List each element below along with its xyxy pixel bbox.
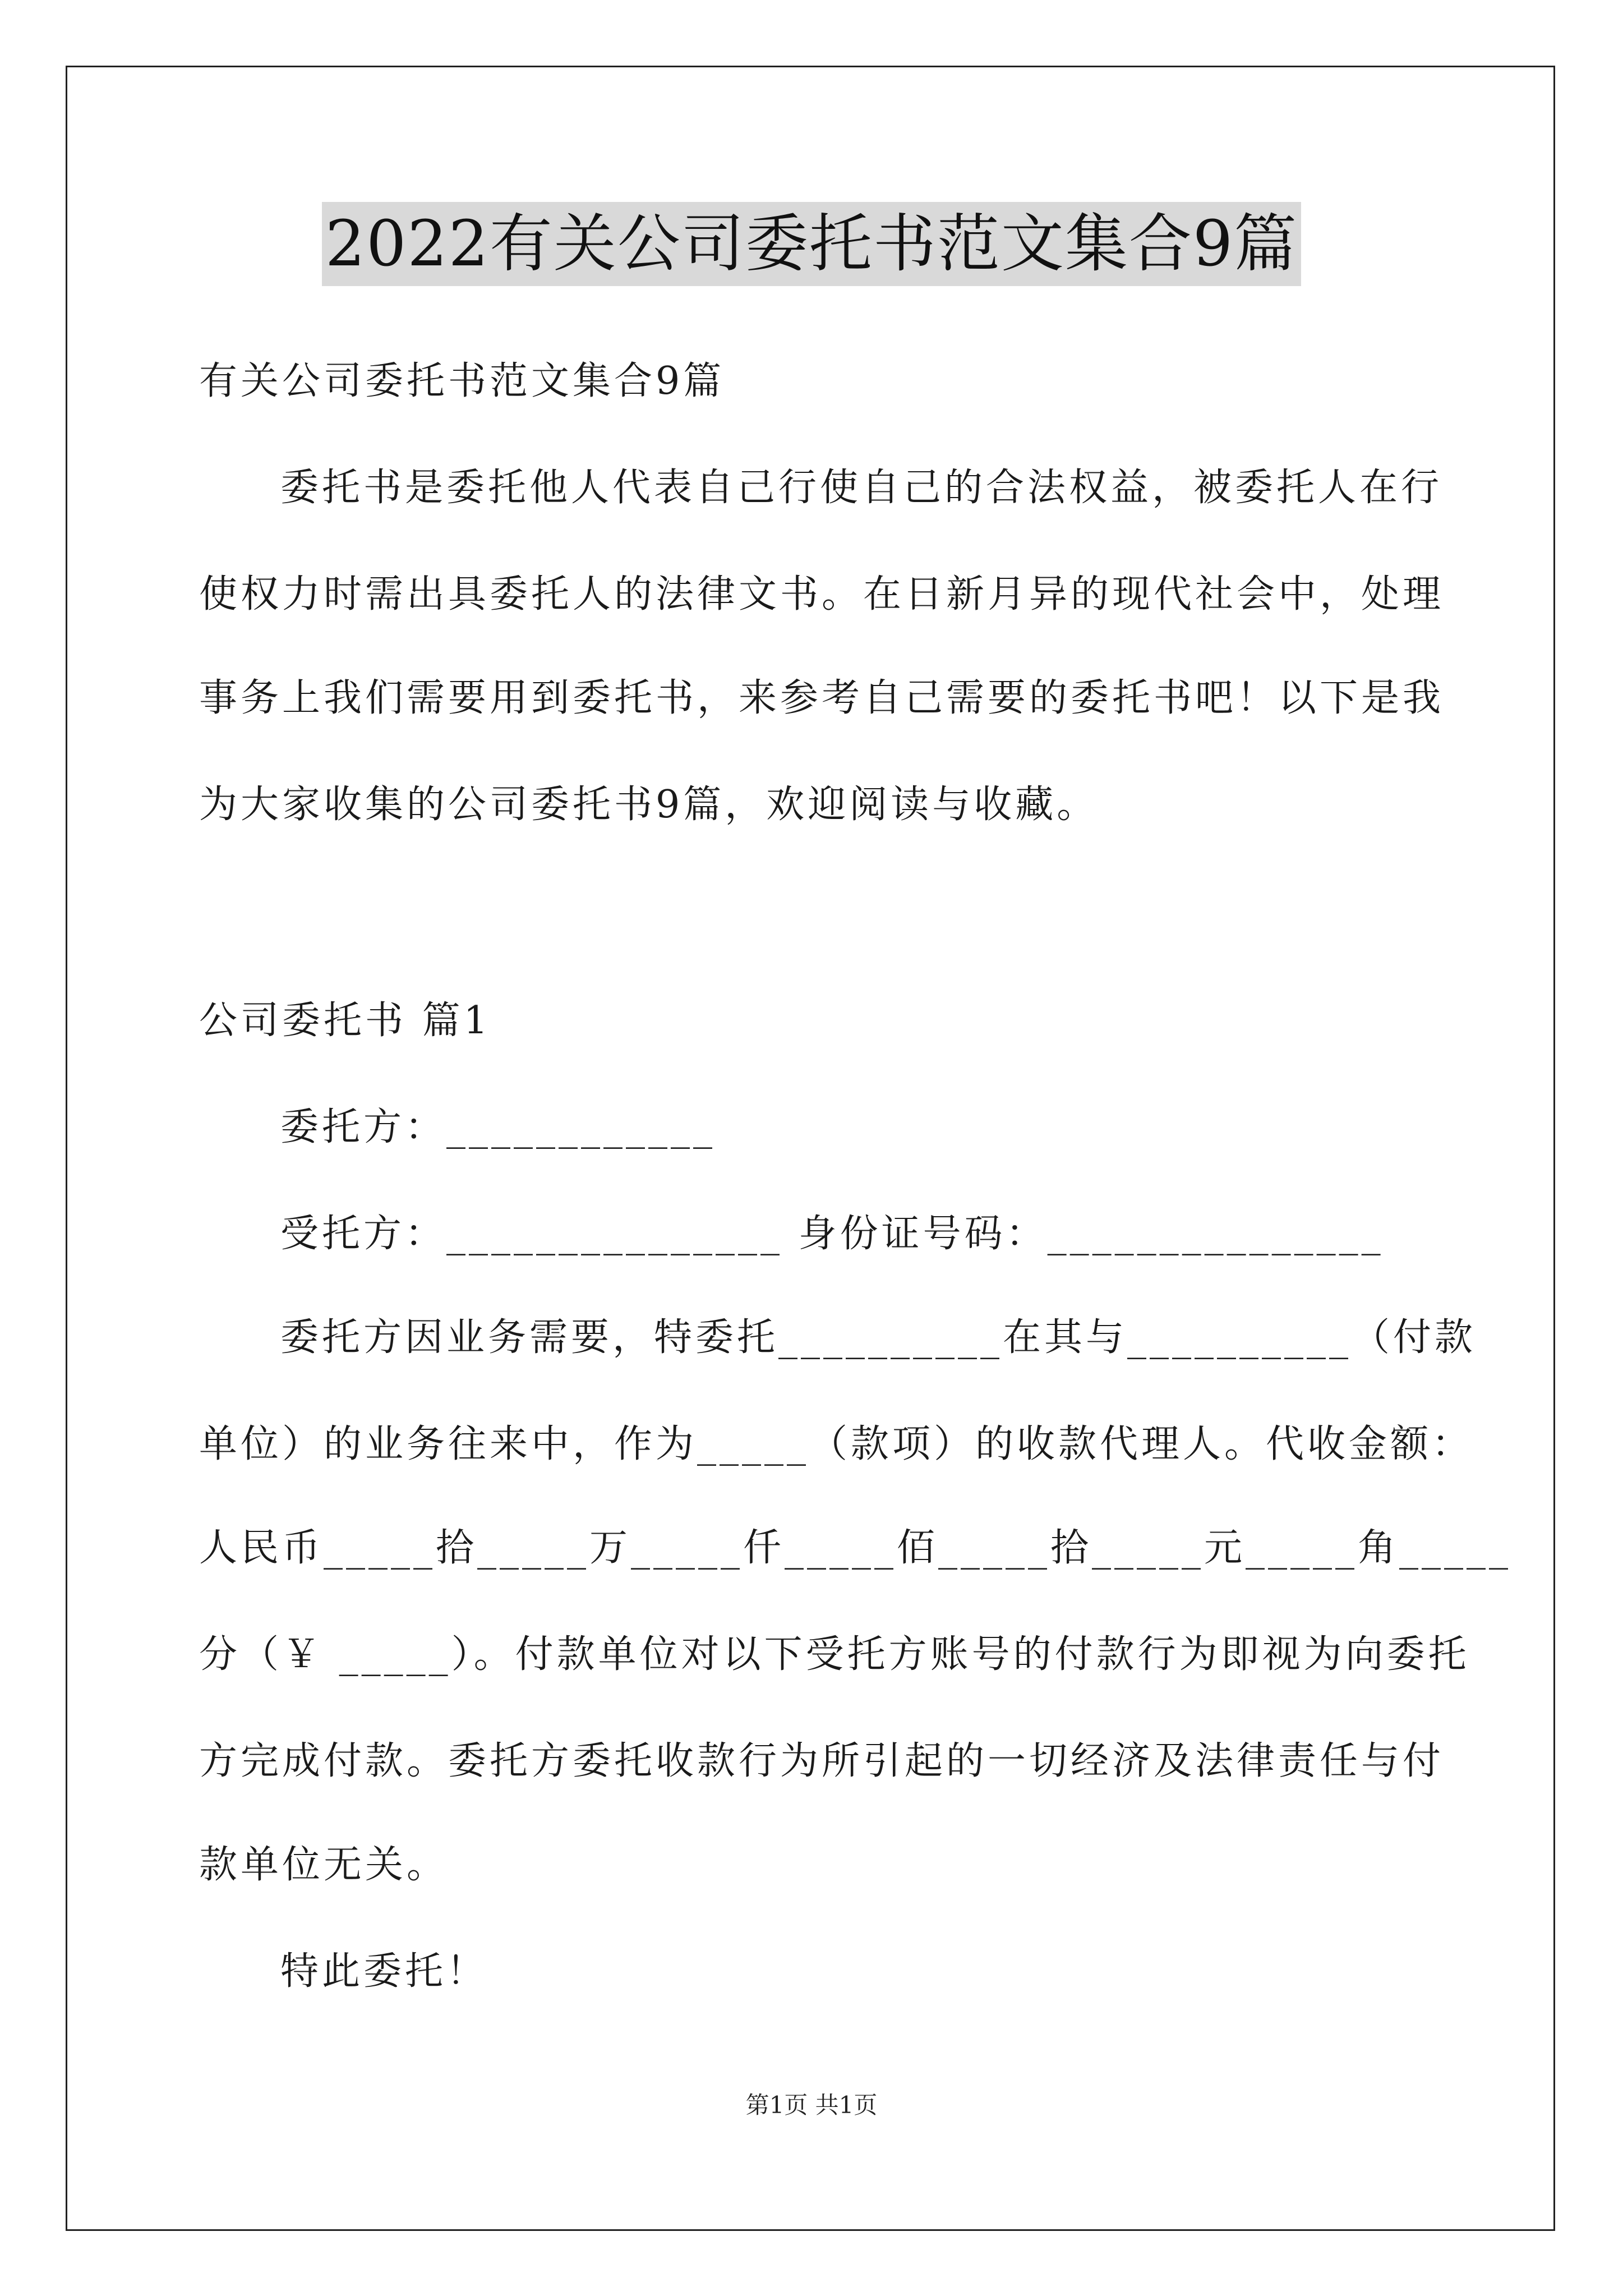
body-line-6: 款单位无关。 bbox=[199, 1843, 449, 1887]
document-title: 2022有关公司委托书范文集合9篇 bbox=[322, 202, 1301, 286]
document-subtitle: 有关公司委托书范文集合9篇 bbox=[199, 359, 725, 403]
intro-line-1: 委托书是委托他人代表自己行使自己的合法权益，被委托人在行 bbox=[280, 466, 1443, 510]
body-line-3: 人民币_____拾_____万_____仟_____佰_____拾_____元_____角_____ bbox=[199, 1526, 1512, 1570]
trustee-line: 受托方：_______________ 身份证号码：_______________ bbox=[280, 1212, 1384, 1256]
intro-line-3: 事务上我们需要用到委托书，来参考自己需要的委托书吧！以下是我 bbox=[199, 676, 1445, 720]
section-heading: 公司委托书 篇1 bbox=[199, 999, 491, 1043]
body-line-4: 分（￥ _____）。付款单位对以下受托方账号的付款行为即视为向委托 bbox=[199, 1632, 1470, 1677]
body-line-1: 委托方因业务需要，特委托__________在其与__________（付款 bbox=[280, 1315, 1477, 1360]
entrusting-party-line: 委托方：____________ bbox=[280, 1105, 716, 1149]
intro-line-4: 为大家收集的公司委托书9篇，欢迎阅读与收藏。 bbox=[199, 783, 1099, 827]
body-line-2: 单位）的业务往来中，作为_____（款项）的收款代理人。代收金额： bbox=[199, 1422, 1474, 1466]
title-container bbox=[0, 202, 1623, 286]
page-footer: 第1页 共1页 bbox=[745, 2091, 878, 2119]
closing-line: 特此委托！ bbox=[280, 1949, 488, 1994]
body-line-5: 方完成付款。委托方委托收款行为所引起的一切经济及法律责任与付 bbox=[199, 1739, 1445, 1783]
intro-line-2: 使权力时需出具委托人的法律文书。在日新月异的现代社会中，处理 bbox=[199, 572, 1445, 616]
